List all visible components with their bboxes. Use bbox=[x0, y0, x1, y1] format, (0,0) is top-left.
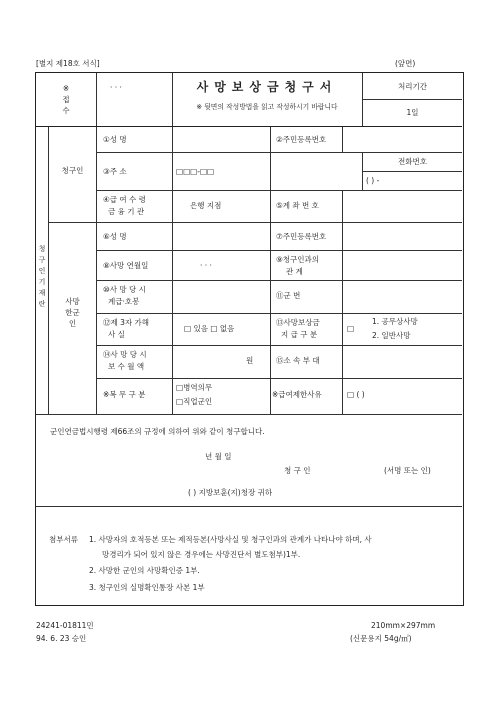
declaration-text: 군인연금법시행령 제66조의 규정에 의하여 위와 같이 청구합니다. bbox=[50, 427, 265, 436]
deceased-name-label: ⑥성 명 bbox=[103, 232, 127, 241]
bank-label-line2: 금 융 기 관 bbox=[108, 207, 145, 216]
claimant-signature-label: 청 구 인 bbox=[284, 466, 311, 475]
bank-label-line1: ④급 여 수 령 bbox=[103, 195, 146, 204]
relation-label-line2: 관 계 bbox=[286, 267, 303, 276]
third-party-label-line2: 사 실 bbox=[108, 330, 125, 339]
signature-or-seal: (서명 또는 인) bbox=[384, 466, 431, 475]
attachment-item-3: 3. 청구인의 실명확인통장 사본 1부 bbox=[89, 583, 205, 592]
unit-label: ⑮소 속 부 대 bbox=[276, 356, 320, 365]
benefit-restriction-label: ※급여제한사유 bbox=[272, 390, 322, 399]
form-title: 사망보상금청구서 bbox=[196, 80, 338, 94]
processing-period-value: 1일 bbox=[406, 108, 419, 117]
attachment-item-2: 2. 사망한 군인의 사망확인증 1부. bbox=[89, 566, 200, 575]
third-party-label-line1: ⑫제 3자 가해 bbox=[103, 318, 150, 327]
rank-label-line1: ⑩사 망 당 시 bbox=[103, 285, 146, 294]
paper-size: 210mm×297mm bbox=[371, 621, 436, 630]
phone-value: ( ) - bbox=[366, 176, 380, 185]
death-date-label: ⑧사망 연월일 bbox=[103, 261, 149, 270]
benefit-restriction-value: □ ( ) bbox=[347, 390, 365, 399]
service-type-label: ※복 무 구 분 bbox=[103, 390, 146, 399]
service-type-option2: □직업군인 bbox=[176, 397, 213, 406]
rank-label-line2: 계급·호봉 bbox=[108, 297, 140, 306]
attachments-label: 첨부서류 bbox=[49, 535, 78, 544]
attachment-item-1b: 망경리가 되어 있지 않은 경우에는 사망진단서 별도첨부)1부. bbox=[102, 550, 301, 559]
instruction-note: ※ 뒷면의 작성방법을 읽고 작성하시기 바랍니다 bbox=[196, 103, 338, 111]
claimant-address-label: ③주 소 bbox=[103, 167, 127, 176]
claimant-name-label: ①성 명 bbox=[103, 135, 127, 144]
account-number-label: ⑤계 좌 번 호 bbox=[276, 201, 319, 210]
recipient-office: ( ) 지방보훈(지)청장 귀하 bbox=[188, 488, 273, 497]
pay-unit: 원 bbox=[246, 356, 254, 365]
receipt-dots: · · · bbox=[110, 83, 122, 92]
payment-type-label-line2: 지 급 구 분 bbox=[281, 330, 318, 339]
form-number: [별지 제18호 서식] bbox=[36, 59, 100, 68]
third-party-options: □ 있음 □ 없음 bbox=[184, 324, 235, 333]
relation-label-line1: ⑨청구인과의 bbox=[276, 255, 319, 264]
attachment-item-1a: 1. 사망자의 호적등본 또는 제적등본(사망사실 및 청구인과의 관계가 나타나야 하며, 사 bbox=[89, 535, 372, 544]
service-number-label: ⑪군 번 bbox=[276, 291, 301, 300]
postal-code-boxes: □□□-□□ bbox=[176, 167, 215, 176]
bank-branch-value: 은행 지점 bbox=[190, 201, 222, 210]
death-date-value: · · · bbox=[200, 261, 212, 270]
processing-period-label: 처리기간 bbox=[398, 82, 427, 91]
receipt-label: ※ 접 수 bbox=[62, 84, 70, 115]
payment-type-checkbox: □ bbox=[347, 324, 355, 333]
phone-label: 전화번호 bbox=[398, 157, 427, 166]
page-side: (앞면) bbox=[395, 59, 416, 68]
declaration-date: 년 월 일 bbox=[205, 452, 232, 461]
service-type-option1: □병역의무 bbox=[176, 383, 213, 392]
pay-label-line2: 보 수 월 액 bbox=[108, 362, 145, 371]
payment-type-option1: 1. 공무상사망 bbox=[372, 317, 418, 326]
approval-date: 94. 6. 23 승인 bbox=[36, 634, 87, 643]
form-code: 24241-01811민 bbox=[36, 621, 94, 630]
claimant-group-label: 청구인 bbox=[61, 166, 84, 175]
applicant-group-label: 청구 인기 재란 bbox=[38, 245, 46, 308]
payment-type-option2: 2. 일반사망 bbox=[372, 331, 411, 340]
paper-spec: (신문용지 54g/㎡) bbox=[350, 634, 412, 643]
deceased-rrn-label: ⑦주민등록번호 bbox=[276, 232, 327, 241]
deceased-group-label: 사망 한군 인 bbox=[65, 297, 80, 328]
pay-label-line1: ⑭사 망 당 시 bbox=[103, 350, 147, 359]
payment-type-label-line1: ⑬사망보상금 bbox=[276, 318, 320, 327]
claimant-rrn-label: ②주민등록번호 bbox=[276, 135, 327, 144]
